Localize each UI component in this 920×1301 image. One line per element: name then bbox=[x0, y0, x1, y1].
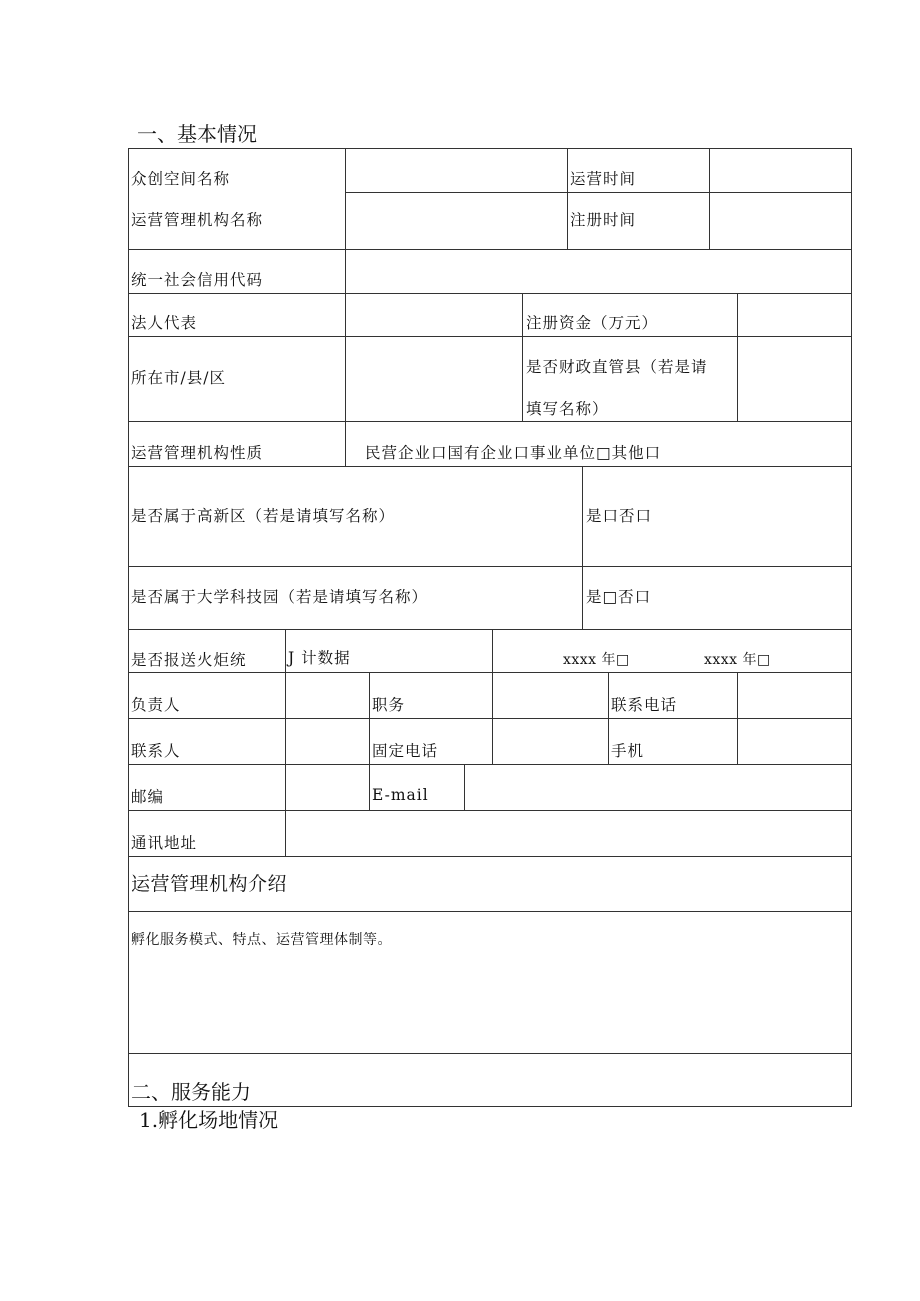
operation-time-field[interactable] bbox=[711, 150, 849, 192]
table-border-top bbox=[128, 148, 852, 149]
contact-person-label: 联系人 bbox=[131, 742, 181, 760]
row-line bbox=[128, 293, 852, 294]
registered-capital-field[interactable] bbox=[739, 295, 849, 335]
table-border-bottom bbox=[128, 1106, 852, 1107]
row-line bbox=[128, 1053, 852, 1054]
agency-intro-hint: 孵化服务模式、特点、运营管理体制等。 bbox=[131, 932, 392, 948]
col-line bbox=[464, 764, 465, 810]
col-line bbox=[737, 293, 738, 421]
row-line bbox=[128, 466, 852, 467]
postcode-label: 邮编 bbox=[131, 788, 165, 806]
contact-phone-field[interactable] bbox=[739, 674, 849, 717]
agency-name-label: 运营管理机构名称 bbox=[131, 211, 264, 229]
col-line bbox=[709, 148, 710, 249]
mobile-label: 手机 bbox=[611, 742, 645, 760]
col-line bbox=[285, 629, 286, 856]
col-line bbox=[582, 466, 583, 629]
landline-field[interactable] bbox=[494, 720, 606, 763]
section-subtitle-incubation-site: 1.孵化场地情况 bbox=[139, 1108, 279, 1132]
row-line bbox=[128, 336, 852, 337]
row-line bbox=[128, 810, 852, 811]
mobile-field[interactable] bbox=[739, 720, 849, 763]
registered-capital-label: 注册资金（万元） bbox=[526, 314, 659, 332]
postcode-field[interactable] bbox=[287, 766, 367, 809]
col-line bbox=[492, 629, 493, 764]
row-line bbox=[128, 249, 852, 250]
agency-intro-textarea[interactable] bbox=[130, 955, 850, 1051]
col-line bbox=[345, 148, 346, 466]
row-line bbox=[345, 192, 852, 193]
table-border-left bbox=[128, 148, 129, 1107]
legal-rep-field[interactable] bbox=[347, 295, 520, 335]
torch-stats-label-cont: J 计数据 bbox=[288, 649, 351, 667]
registration-time-field[interactable] bbox=[711, 194, 849, 248]
hightech-zone-options[interactable]: 是口否口 bbox=[586, 507, 653, 525]
table-border-right bbox=[851, 148, 852, 1107]
row-line bbox=[128, 911, 852, 912]
row-line bbox=[128, 672, 852, 673]
agency-name-field[interactable] bbox=[347, 194, 565, 248]
agency-nature-options[interactable]: 民营企业口国有企业口事业单位□其他口 bbox=[365, 444, 662, 462]
univ-park-label: 是否属于大学科技园（若是请填写名称） bbox=[131, 588, 429, 606]
email-label: E-mail bbox=[372, 786, 429, 804]
person-in-charge-field[interactable] bbox=[287, 674, 367, 717]
contact-phone-label: 联系电话 bbox=[611, 696, 678, 714]
col-line bbox=[522, 293, 523, 421]
section-title-basic: 一、基本情况 bbox=[137, 122, 257, 146]
row-line bbox=[128, 764, 852, 765]
torch-year2-checkbox[interactable]: xxxx 年□ bbox=[704, 652, 771, 668]
finance-county-field[interactable] bbox=[739, 338, 849, 420]
row-line bbox=[128, 718, 852, 719]
location-field[interactable] bbox=[347, 338, 520, 420]
row-line bbox=[128, 629, 852, 630]
legal-rep-label: 法人代表 bbox=[131, 314, 198, 332]
row-line bbox=[128, 421, 852, 422]
row-line bbox=[128, 566, 852, 567]
credit-code-field[interactable] bbox=[347, 251, 849, 292]
hightech-zone-label: 是否属于高新区（若是请填写名称） bbox=[131, 507, 396, 525]
col-line bbox=[737, 672, 738, 764]
col-line bbox=[608, 672, 609, 764]
position-field[interactable] bbox=[494, 674, 606, 717]
contact-person-field[interactable] bbox=[287, 720, 367, 763]
location-label: 所在市/县/区 bbox=[131, 369, 226, 387]
space-name-field[interactable] bbox=[347, 150, 565, 192]
row-line bbox=[128, 856, 852, 857]
address-label: 通讯地址 bbox=[131, 834, 198, 852]
person-in-charge-label: 负责人 bbox=[131, 696, 181, 714]
torch-year1-checkbox[interactable]: xxxx 年□ bbox=[563, 652, 630, 668]
col-line bbox=[369, 672, 370, 810]
space-name-label: 众创空间名称 bbox=[131, 170, 231, 188]
email-field[interactable] bbox=[466, 766, 849, 809]
registration-time-label: 注册时间 bbox=[570, 211, 637, 229]
agency-intro-title: 运营管理机构介绍 bbox=[131, 873, 288, 895]
credit-code-label: 统一社会信用代码 bbox=[131, 271, 264, 289]
landline-label: 固定电话 bbox=[372, 742, 439, 760]
col-line bbox=[567, 148, 568, 249]
agency-nature-label: 运营管理机构性质 bbox=[131, 444, 264, 462]
finance-county-label: 是否财政直管县（若是请填写名称） bbox=[526, 358, 708, 418]
section-title-service-capability: 二、服务能力 bbox=[131, 1080, 251, 1104]
address-field[interactable] bbox=[287, 812, 849, 855]
univ-park-options[interactable]: 是□否口 bbox=[586, 588, 652, 606]
operation-time-label: 运营时间 bbox=[570, 170, 637, 188]
torch-stats-label: 是否报送火炬统 bbox=[131, 651, 247, 669]
position-label: 职务 bbox=[372, 696, 406, 714]
